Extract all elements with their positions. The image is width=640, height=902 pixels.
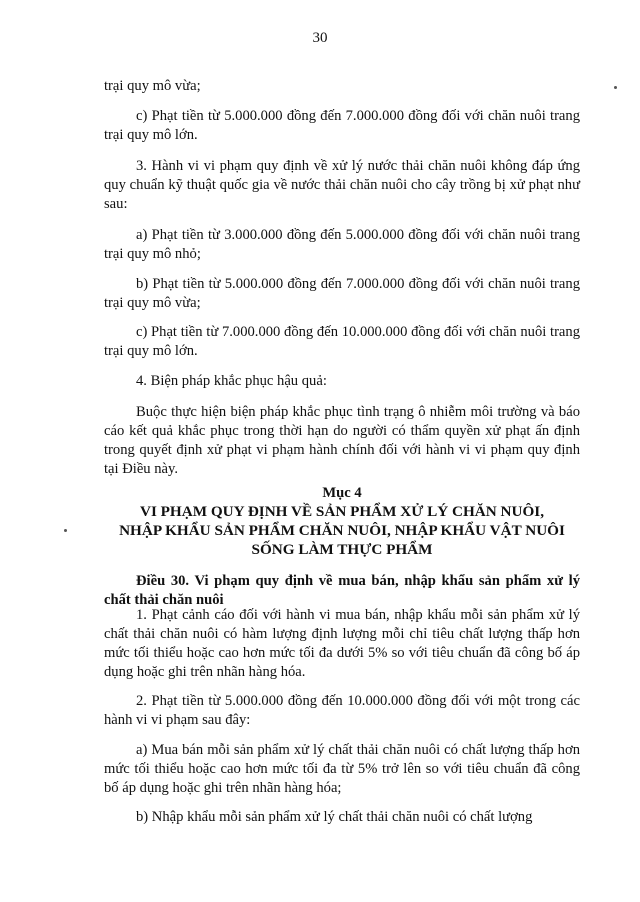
paragraph: b) Phạt tiền từ 5.000.000 đồng đến 7.000.000 đồng đối với chăn nuôi trang trại quy mô vừa;	[104, 276, 580, 311]
scan-speck	[614, 86, 617, 89]
section-title-line-2: NHẬP KHẨU SẢN PHẨM CHĂN NUÔI, NHẬP KHẨU VẬT NUÔI	[119, 522, 565, 539]
paragraph: 2. Phạt tiền từ 5.000.000 đồng đến 10.000.000 đồng đối với một trong các hành vi vi phạm sau đây:	[104, 693, 580, 728]
paragraph: 4. Biện pháp khắc phục hậu quả:	[136, 373, 327, 389]
paragraph: c) Phạt tiền từ 7.000.000 đồng đến 10.000.000 đồng đối với chăn nuôi trang trại quy mô lớn.	[104, 324, 580, 359]
paragraph: a) Phạt tiền từ 3.000.000 đồng đến 5.000.000 đồng đối với chăn nuôi trang trại quy mô nhỏ;	[104, 227, 580, 262]
article-title: Điều 30. Vi phạm quy định về mua bán, nhập khẩu sản phẩm xử lý chất thải chăn nuôi	[104, 573, 580, 608]
paragraph: c) Phạt tiền từ 5.000.000 đồng đến 7.000.000 đồng đối với chăn nuôi trang trại quy mô lớn.	[104, 108, 580, 143]
paragraph: 1. Phạt cảnh cáo đối với hành vi mua bán, nhập khẩu mỗi sản phẩm xử lý chất thải chăn nuôi có hàm lượng định lượng mỗi chỉ tiêu chất lượng thấp hơn mức tối thiểu hoặc cao hơn mức tối đa dưới 5% so với tiêu chuẩn đã công bố áp dụng hoặc ghi trên nhãn hàng hóa.	[104, 607, 580, 680]
paragraph: a) Mua bán mỗi sản phẩm xử lý chất thải chăn nuôi có chất lượng thấp hơn mức tối thiểu hoặc cao hơn mức tối đa từ 5% trở lên so với tiêu chuẩn đã công bố áp dụng hoặc ghi trên nhãn hàng hóa;	[104, 742, 580, 796]
section-title-line-3: SỐNG LÀM THỰC PHẨM	[251, 541, 433, 558]
body-text	[104, 0, 580, 902]
paragraph: trại quy mô vừa;	[104, 78, 201, 94]
paragraph: b) Nhập khẩu mỗi sản phẩm xử lý chất thải chăn nuôi có chất lượng	[136, 809, 533, 825]
page-number: 30	[312, 30, 328, 46]
paragraph: Buộc thực hiện biện pháp khắc phục tình trạng ô nhiễm môi trường và báo cáo kết quả khắc phục trong thời hạn do người có thẩm quyền xử phạt ấn định trong quyết định xử phạt vi phạm hành chính đối với hành vi vi phạm quy định tại Điều này.	[104, 404, 580, 477]
section-label: Mục 4	[322, 485, 362, 501]
paragraph: 3. Hành vi vi phạm quy định về xử lý nước thải chăn nuôi không đáp ứng quy chuẩn kỹ thuật quốc gia về nước thải chăn nuôi cho cây trồng bị xử phạt như sau:	[104, 158, 580, 212]
section-title-line-1: VI PHẠM QUY ĐỊNH VỀ SẢN PHẨM XỬ LÝ CHĂN NUÔI,	[139, 503, 544, 520]
scan-speck	[64, 529, 67, 532]
